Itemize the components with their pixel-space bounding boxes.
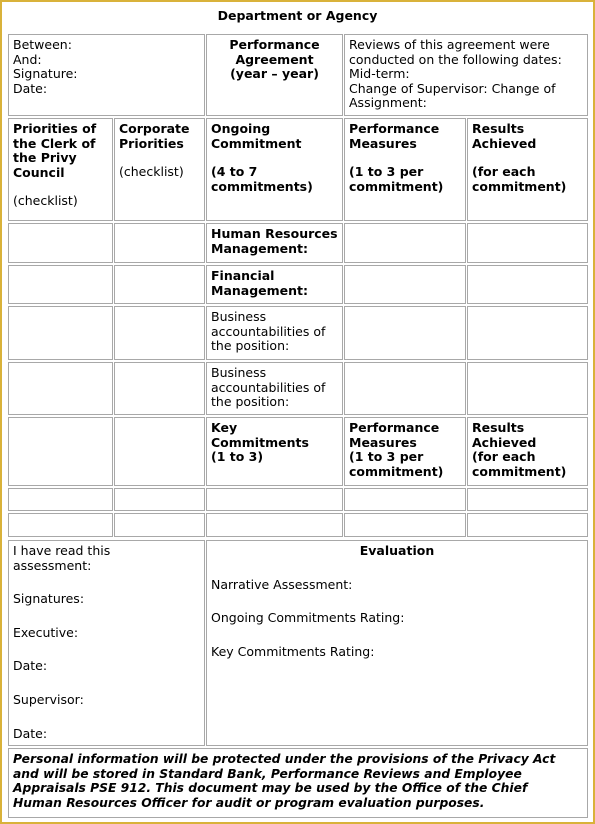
clerk-header-line4: Council [13, 164, 65, 180]
review-line2: conducted on the following dates: [349, 51, 562, 67]
and-label: And: [13, 51, 42, 67]
key-results-header [467, 417, 588, 486]
signatures-label: Signatures: [13, 591, 85, 607]
biz2-label-line1: Business [211, 365, 267, 380]
key-commitments-header [206, 417, 343, 486]
review-dates-cell [344, 34, 588, 116]
biz2-commitment-cell [206, 362, 343, 415]
measures-note-line1: (1 to 3 per [349, 164, 424, 180]
hr-commitment-cell [206, 223, 343, 263]
measures-header-line2: Measures [349, 135, 417, 151]
privacy-line2: and will be stored in Standard Bank, Performance Reviews and Employee [13, 766, 522, 781]
key-results-line3: (for each [472, 449, 536, 465]
biz2-measures-cell[interactable] [344, 362, 466, 415]
key-results-line1: Results [472, 420, 525, 435]
supervisor-label: Supervisor: [13, 691, 84, 707]
agreement-title-line1: Performance [229, 37, 320, 52]
ongoing-note-line2: commitments) [211, 178, 313, 194]
biz2-label-line3: the position: [211, 394, 290, 410]
key-results-line4: commitment) [472, 463, 567, 479]
agreement-years: (year – year) [230, 66, 319, 82]
biz2-corporate-cell[interactable] [114, 362, 205, 415]
biz1-results-cell[interactable] [467, 306, 588, 360]
signoff-cell [8, 540, 205, 746]
ongoing-note-line1: (4 to 7 [211, 164, 258, 180]
read-assessment-line2: assessment: [13, 557, 92, 573]
privacy-footer [8, 748, 588, 818]
biz1-corporate-cell[interactable] [114, 306, 205, 360]
fin-corporate-cell[interactable] [114, 265, 205, 304]
results-header-line2: Achieved [472, 135, 537, 151]
results-note-line1: (for each [472, 164, 536, 180]
read-assessment-line1: I have read this [13, 543, 111, 558]
corporate-checklist-note: (checklist) [119, 164, 184, 180]
hr-corporate-cell[interactable] [114, 223, 205, 263]
supervisor-date-label: Date: [13, 725, 48, 741]
key-measures-header [344, 417, 466, 486]
fin-commitment-cell [206, 265, 343, 304]
biz1-label-line2: accountabilities of [211, 323, 326, 339]
blank1-results-cell[interactable] [467, 488, 588, 511]
clerk-header-line3: the Privy [13, 150, 77, 166]
key-measures-line4: commitment) [349, 463, 444, 479]
blank2-measures-cell[interactable] [344, 513, 466, 537]
fin-clerk-cell[interactable] [8, 265, 113, 304]
biz2-label-line2: accountabilities of [211, 379, 326, 395]
hr-results-cell[interactable] [467, 223, 588, 263]
parties-cell [8, 34, 205, 116]
biz1-clerk-cell[interactable] [8, 306, 113, 360]
privacy-line3: Appraisals PSE 912. This document may be used by the Office of the Chief [13, 781, 528, 795]
evaluation-title: Evaluation [359, 543, 435, 558]
review-line1: Reviews of this agreement were [349, 37, 550, 52]
executive-date-label: Date: [13, 658, 48, 674]
narrative-assessment-label: Narrative Assessment: [211, 576, 353, 592]
corporate-priorities-header [114, 118, 205, 221]
key-commitments-line1: Key Commitments [211, 420, 309, 450]
blank2-results-cell[interactable] [467, 513, 588, 537]
blank2-corporate-cell[interactable] [114, 513, 205, 537]
fin-label-line1: Financial [211, 268, 275, 283]
blank1-clerk-cell[interactable] [8, 488, 113, 511]
blank2-clerk-cell[interactable] [8, 513, 113, 537]
biz1-label-line1: Business [211, 309, 267, 324]
assignment-label: Assignment: [349, 95, 427, 111]
hr-label-line2: Management: [211, 240, 309, 256]
fin-results-cell[interactable] [467, 265, 588, 304]
agreement-title-cell [206, 34, 343, 116]
fin-measures-cell[interactable] [344, 265, 466, 304]
agreement-title-line2: Agreement [235, 51, 314, 67]
clerk-priorities-header [8, 118, 113, 221]
biz2-clerk-cell[interactable] [8, 362, 113, 415]
clerk-header-line2: the Clerk of [13, 135, 96, 151]
hr-clerk-cell[interactable] [8, 223, 113, 263]
results-header-line1: Results [472, 121, 525, 136]
hr-label-line1: Human Resources [211, 226, 338, 241]
between-label: Between: [13, 37, 72, 52]
fin-label-line2: Management: [211, 282, 309, 298]
evaluation-cell [206, 540, 588, 746]
hr-measures-cell[interactable] [344, 223, 466, 263]
date-label: Date: [13, 80, 48, 96]
key-measures-line1: Performance [349, 420, 440, 435]
ongoing-header-line2: Commitment [211, 135, 302, 151]
measures-note-line2: commitment) [349, 178, 444, 194]
key-commitments-line2: (1 to 3) [211, 449, 264, 465]
blank1-commitment-cell[interactable] [206, 488, 343, 511]
midterm-label: Mid-term: [349, 66, 410, 82]
corporate-header-line2: Priorities [119, 135, 184, 151]
clerk-header-line1: Priorities of [13, 121, 97, 136]
measures-header-line1: Performance [349, 121, 440, 136]
results-note-line2: commitment) [472, 178, 567, 194]
blank1-corporate-cell[interactable] [114, 488, 205, 511]
document-title: Department or Agency [217, 8, 378, 23]
ongoing-rating-label: Ongoing Commitments Rating: [211, 610, 405, 626]
key-results-line2: Achieved [472, 434, 537, 450]
ongoing-header-line1: Ongoing [211, 121, 271, 136]
key-rating-label: Key Commitments Rating: [211, 643, 375, 659]
key-measures-line2: Measures [349, 434, 417, 450]
signature-label: Signature: [13, 66, 78, 82]
corporate-header-line1: Corporate [119, 121, 190, 136]
biz1-label-line3: the position: [211, 338, 290, 354]
ongoing-commitment-header [206, 118, 343, 221]
results-achieved-header [467, 118, 588, 221]
biz1-measures-cell[interactable] [344, 306, 466, 360]
privacy-line4: Human Resources Officer for audit or program evaluation purposes. [13, 795, 485, 810]
key-corporate-cell[interactable] [114, 417, 205, 486]
clerk-checklist-note: (checklist) [13, 193, 78, 209]
blank1-measures-cell[interactable] [344, 488, 466, 511]
key-measures-line3: (1 to 3 per [349, 449, 424, 465]
privacy-line1: Personal information will be protected under the provisions of the Privacy Act [13, 752, 556, 766]
blank2-commitment-cell[interactable] [206, 513, 343, 537]
biz2-results-cell[interactable] [467, 362, 588, 415]
change-supervisor-label: Change of Supervisor: Change of [349, 80, 556, 96]
biz1-commitment-cell [206, 306, 343, 360]
executive-label: Executive: [13, 624, 79, 640]
performance-measures-header [344, 118, 466, 221]
key-clerk-cell[interactable] [8, 417, 113, 486]
